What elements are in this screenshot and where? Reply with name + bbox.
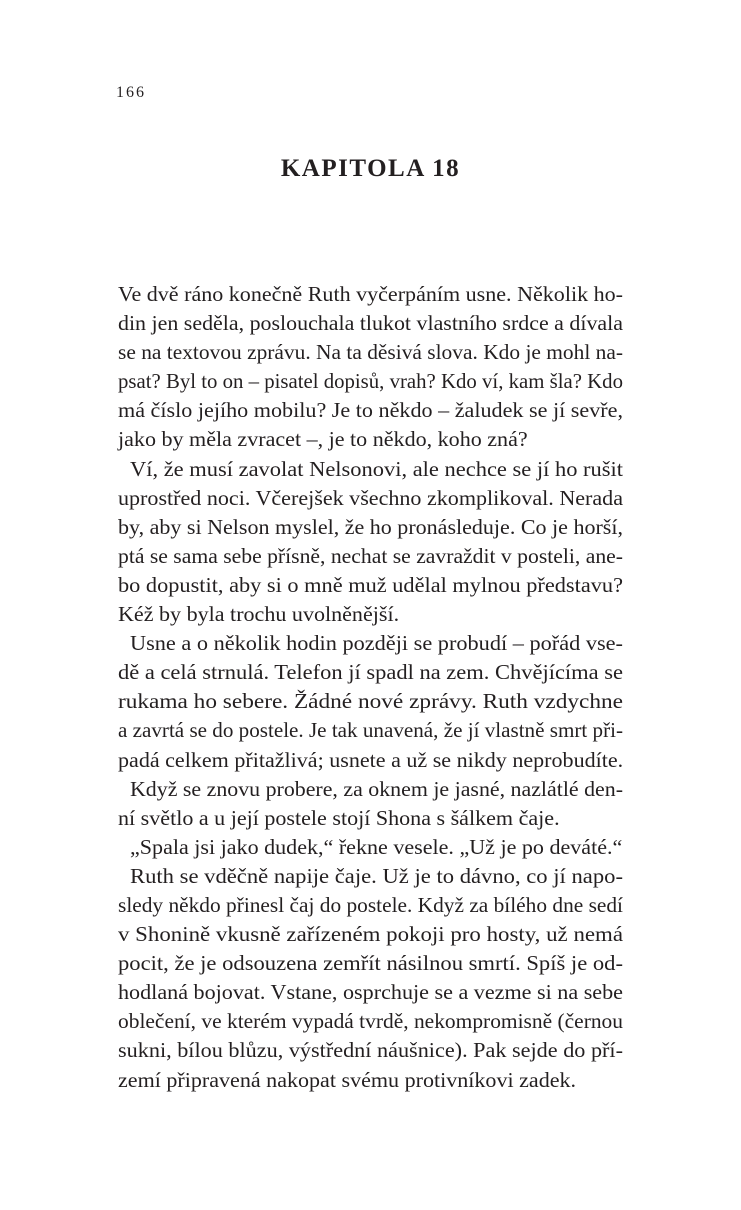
- text-line: [118, 658, 623, 687]
- paragraph: [118, 280, 623, 455]
- text-line-content: uprostřed noci. Včerejšek všechno zkomplikoval. Nerada: [118, 485, 623, 510]
- text-line: [118, 600, 623, 629]
- text-line: [118, 1066, 623, 1095]
- paragraph: [118, 833, 623, 862]
- chapter-title: KAPITOLA 18: [280, 155, 461, 182]
- text-line: [118, 629, 623, 658]
- text-line: [118, 833, 623, 862]
- text-line: [118, 309, 623, 338]
- page-number: 166: [116, 84, 146, 101]
- text-line: [118, 571, 623, 600]
- text-line: [118, 775, 623, 804]
- text-line-content: sukni, bílou blůzu, výstřední náušnice). Pak sejde do pří-: [118, 1038, 623, 1063]
- paragraph: [118, 775, 623, 833]
- text-line: [118, 484, 623, 513]
- text-line: [118, 891, 623, 920]
- paragraph: [118, 862, 623, 1095]
- text-line: [118, 978, 623, 1007]
- text-line-content: jako by měla zvracet –, je to někdo, koho zná?: [118, 427, 528, 452]
- text-line: [118, 425, 623, 454]
- paragraph: [118, 629, 623, 774]
- text-line: [118, 862, 623, 891]
- text-line-content: pocit, že je odsouzena zemřít násilnou smrtí. Spíš je od-: [118, 951, 623, 976]
- text-line: [118, 687, 623, 716]
- body-text: [118, 280, 623, 1095]
- text-line: [118, 804, 623, 833]
- text-line: [118, 949, 623, 978]
- text-line-content: Kéž by byla trochu uvolněnější.: [118, 602, 400, 627]
- text-line-content: Ve dvě ráno konečně Ruth vyčerpáním usne. Několik ho-: [118, 282, 623, 306]
- text-line-content: Ruth se vděčně napije čaje. Už je to dávno, co jí napo-: [130, 863, 623, 888]
- text-line-content: by, aby si Nelson myslel, že ho pronásleduje. Co je horší,: [118, 514, 623, 539]
- text-line-content: a zavrtá se do postele. Je tak unavená, že jí vlastně smrt při-: [118, 718, 623, 743]
- text-line-content: má číslo jejího mobilu? Je to někdo – žaludek se jí sevře,: [118, 398, 623, 423]
- text-line-content: v Shonině vkusně zařízeném pokoji pro hosty, už nemá: [118, 922, 623, 947]
- text-line-content: sledy někdo přinesl čaj do postele. Když za bílého dne sedí: [118, 892, 623, 917]
- text-line: [118, 280, 623, 309]
- text-line: [118, 542, 623, 571]
- text-line-content: ptá se sama sebe přísně, nechat se zavraždit v posteli, ane-: [118, 543, 623, 568]
- text-line-content: rukama ho sebere. Žádné nové zprávy. Ruth vzdychne: [118, 689, 623, 714]
- text-line-content: psat? Byl to on – pisatel dopisů, vrah? Kdo ví, kam šla? Kdo: [118, 369, 623, 394]
- text-line-content: se na textovou zprávu. Na ta děsivá slova. Kdo je mohl na-: [118, 340, 623, 365]
- text-line: [118, 396, 623, 425]
- text-line: [118, 513, 623, 542]
- text-line: [118, 746, 623, 775]
- text-line-content: „Spala jsi jako dudek,“ řekne vesele. „Už je po deváté.“: [130, 834, 623, 859]
- text-line-content: oblečení, ve kterém vypadá tvrdě, nekompromisně (černou: [118, 1009, 623, 1034]
- text-line-content: ní světlo a u její postele stojí Shona s šálkem čaje.: [118, 805, 560, 830]
- text-line: [118, 1007, 623, 1036]
- text-line: [118, 367, 623, 396]
- text-line-content: Když se znovu probere, za oknem je jasné, nazlátlé den-: [130, 776, 623, 801]
- text-line-content: padá celkem přitažlivá; usnete a už se nikdy neprobudíte.: [118, 747, 624, 772]
- text-line-content: din jen seděla, poslouchala tlukot vlastního srdce a dívala: [118, 311, 623, 336]
- text-line: [118, 338, 623, 367]
- text-line: [118, 716, 623, 745]
- text-line: [118, 920, 623, 949]
- text-line-content: hodlaná bojovat. Vstane, osprchuje se a vezme si na sebe: [118, 980, 623, 1005]
- paragraph: [118, 455, 623, 630]
- text-line-content: bo dopustit, aby si o mně muž udělal mylnou představu?: [118, 572, 623, 597]
- text-line-content: dě a celá strnulá. Telefon jí spadl na zem. Chvějícíma se: [118, 660, 623, 685]
- text-line-content: zemí připravená nakopat svému protivníkovi zadek.: [118, 1067, 577, 1092]
- text-line-content: Ví, že musí zavolat Nelsonovi, ale nechce se jí ho rušit: [130, 456, 623, 481]
- text-line-content: Usne a o několik hodin později se probudí – pořád vse-: [130, 631, 623, 656]
- text-line: [118, 1036, 623, 1065]
- text-line: [118, 455, 623, 484]
